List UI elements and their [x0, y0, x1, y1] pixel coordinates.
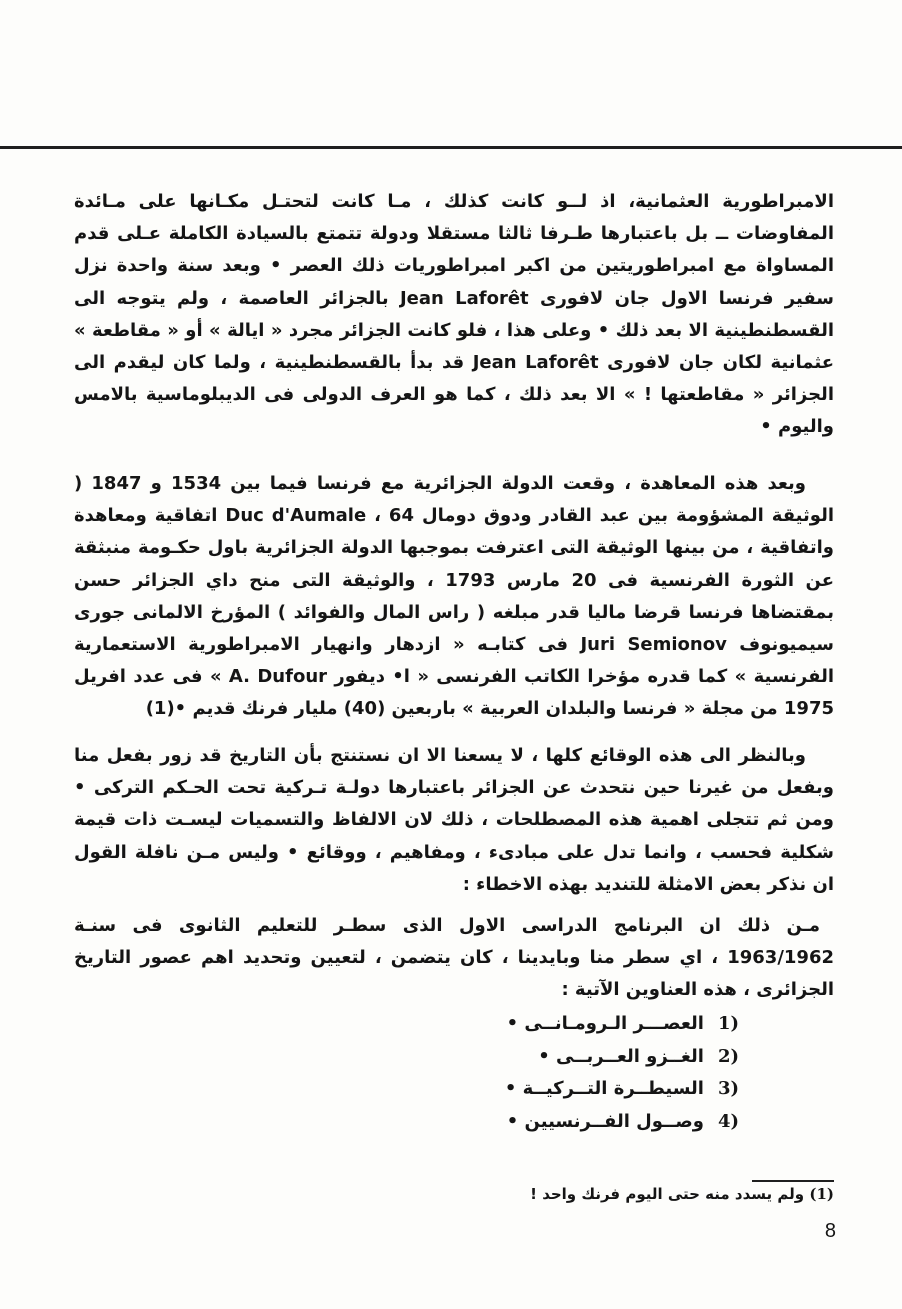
- header-rule: [0, 146, 902, 149]
- list-item: [74, 1106, 739, 1139]
- list-item: [74, 1073, 739, 1106]
- list-item-number: 2): [717, 1045, 739, 1067]
- paragraph: وبالنظر الى هذه الوقائع كلها ، لا يسعنا الا ان نستنتج بأن التاريخ قد زور بفعل منا وبفعل من غيرنا حين نتحدث عن الجزائر باعتبارها دولـة تـركية تحت الحـكم التركى • ومن ثم تتجلى اهمية هذه المصطلحات ، ذلك لان الالفاظ والتسميات ليسـت ذات قيمة شكلية فحسب ، وانما تدل على مبادىء ، ومفاهيم ، ووقائع • وليس مـن نافلة القول ان نذكر بعض الامثلة للتنديد بهذه الاخطاء :: [74, 745, 834, 895]
- list-item-text: السيطــرة التــركيــة •: [504, 1078, 704, 1099]
- list-item-number: 1): [717, 1013, 739, 1034]
- page-number: 8: [824, 1220, 836, 1242]
- list-item-text: العصـــر الـرومـانــى •: [506, 1013, 704, 1034]
- paragraph: مـن ذلك ان البرنامج الدراسى الاول الذى سطـر للتعليم الثانوى فى سنـة 1963/1962 ، اي سطر منا وبايدينا ، كان يتضمن ، لتعيين وتحديد اهم عصور التاريخ الجزائرى ، هذه العناوين الآتية :: [74, 915, 834, 1001]
- list-item-text: الغــزو العــربــى •: [538, 1045, 704, 1067]
- list-item: [74, 1008, 739, 1041]
- paragraph: الامبراطورية العثمانية، اذ لــو كانت كذلك ، مـا كانت لتحتـل مكـانها على مـائدة المفاوضات ــ بل باعتبارها طـرفا ثالثا مستقلا ودولة تتمتع بالسيادة الكاملة عـلى قدم المساواة مع امبراطوريتين من اكبر امبراطوريات ذلك العصر • وبعد سنة واحدة نزل سفير فرنسا الاول جان لافورى Jean Laforêt بالجزائر العاصمة ، ولم يتوجه الى القسطنطينية الا بعد ذلك • وعلى هذا ، فلو كانت الجزائر مجرد « ايالة » أو « مقاطعة » عثمانية لكان جان لافورى Jean Laforêt قد بدأ بالقسطنطينية ، ولما كان ليقدم الى الجزائر « مقاطعتها ! » الا بعد ذلك ، كما هو العرف الدولى فى الديبلوماسية بالامس واليوم •: [74, 191, 834, 438]
- footnote-text: ولم يسدد منه حتى اليوم فرنك واحد !: [530, 1185, 805, 1203]
- list-item-number: 3): [717, 1078, 739, 1099]
- paragraph: وبعد هذه المعاهدة ، وقعت الدولة الجزائرية مع فرنسا فيما بين 1534 و 1847 ( الوثيقة المشؤومة بين عبد القادر ودوق دومال Duc d'Aumale ، 64 اتفاقية ومعاهدة واتفاقية ، من بينها الوثيقة التى اعترفت بموجبها الدولة الجزائرية باول حكـومة منبثقة عن الثورة الفرنسية فى 20 مارس 1793 ، والوثيقة التى منح داي الجزائر حسن بمقتضاها فرنسا قرضا ماليا قدر مبلغه ( راس المال والفوائد ) المؤرخ الالمانى جورى سيميونوف Juri Semionov فى كتابـه « ازدهار وانهيار الامبراطورية الاستعمارية الفرنسية » كما قدره مؤخرا الكاتب الفرنسى « ا• ديفور A. Dufour » فى عدد افريل 1975 من مجلة « فرنسا والبلدان العربية » باربعين (40) مليار فرنك قديم •(1): [74, 473, 835, 720]
- era-list: [74, 1008, 834, 1138]
- body-text: [74, 186, 834, 1138]
- footnote: [440, 1180, 834, 1208]
- list-item: [74, 1041, 739, 1074]
- list-item-number: 4): [717, 1110, 739, 1132]
- footnote-marker: (1): [809, 1185, 834, 1203]
- list-item-text: وصــول الفــرنسيين •: [506, 1110, 704, 1132]
